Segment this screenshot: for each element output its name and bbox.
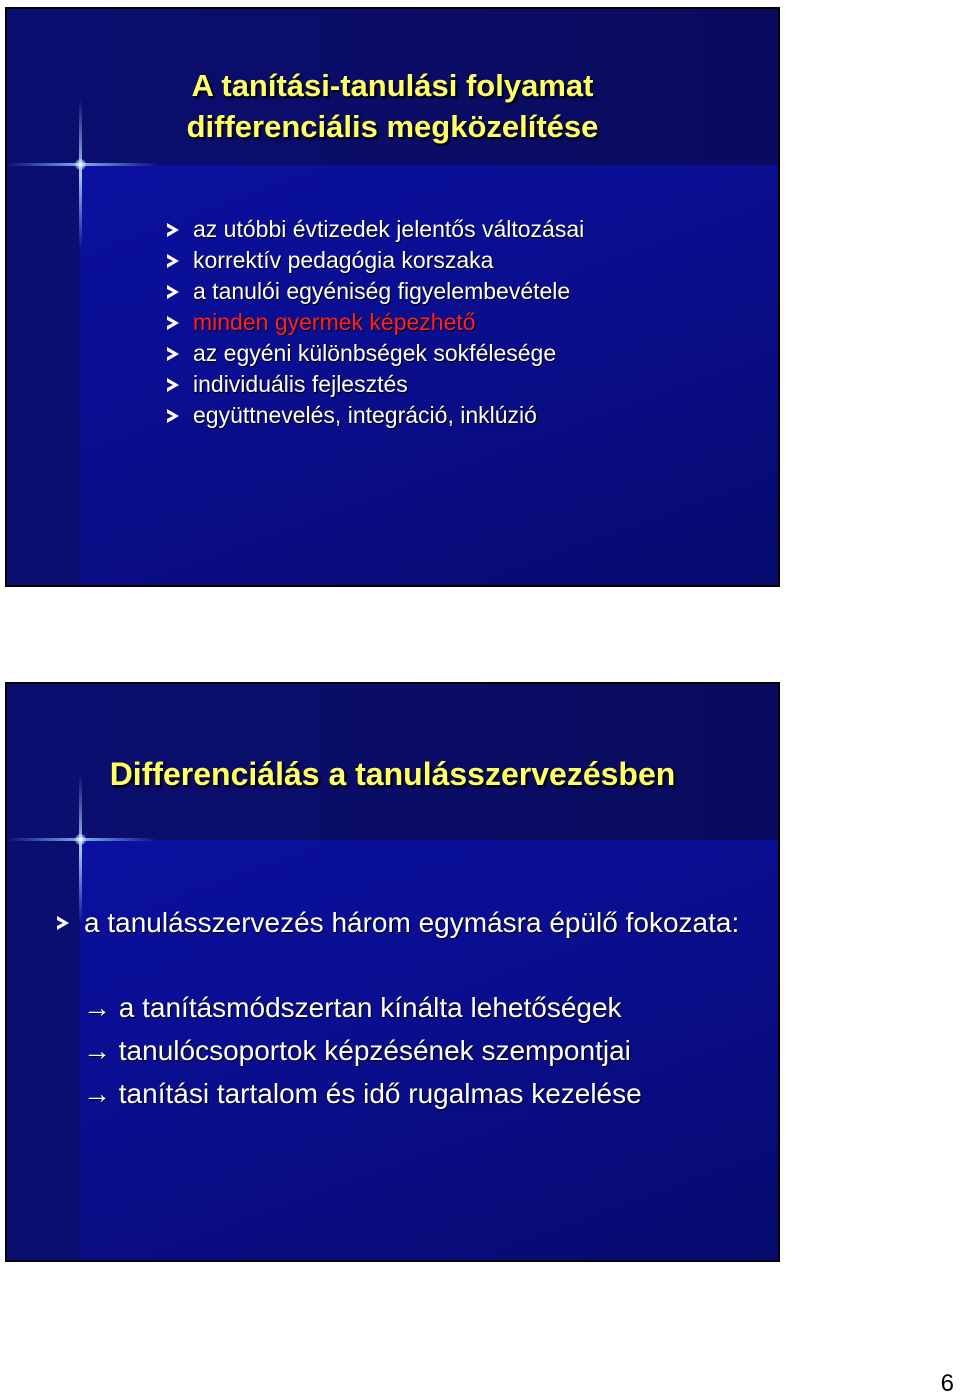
list-item: → tanítási tartalom és idő rugalmas kezelése — [83, 1078, 642, 1109]
arrow-bullet-icon — [167, 378, 179, 392]
arrow-bullet-icon — [167, 347, 179, 361]
list-item: → a tanításmódszertan kínálta lehetőségek — [83, 992, 622, 1023]
list-item — [165, 276, 584, 307]
slide-title: Differenciálás a tanulásszervezésben — [109, 756, 676, 792]
list-item-highlighted — [165, 307, 584, 338]
arrow-bullet-icon — [167, 409, 179, 423]
slide-left-band — [7, 165, 80, 585]
list-item — [165, 214, 584, 245]
slide-title — [7, 65, 778, 147]
list-item-text: az utóbbi évtizedek jelentős változásai — [193, 216, 585, 242]
arrow-bullet-icon — [167, 223, 179, 237]
list-item — [165, 338, 584, 369]
slide-1 — [5, 7, 780, 587]
list-item-text: az egyéni különbségek sokfélesége — [193, 340, 557, 366]
arrow-bullet-icon — [167, 285, 179, 299]
list-item — [165, 400, 584, 431]
arrow-bullet-icon — [167, 316, 179, 330]
list-item-text: a tanulói egyéniség figyelembevétele — [193, 278, 571, 304]
arrow-bullet-icon — [57, 916, 69, 930]
list-item-text: együttnevelés, integráció, inklúzió — [193, 402, 537, 428]
sparkle-vertical-decoration — [79, 774, 82, 924]
slide-title-line-1: A tanítási-tanulási folyamat — [191, 68, 594, 103]
list-item-text: korrektív pedagógia korszaka — [193, 247, 494, 273]
slide-title-line-2: differenciális megközelítése — [186, 109, 599, 144]
sparkle-star-icon — [75, 834, 86, 845]
sparkle-star-icon — [75, 159, 86, 170]
list-item-text: individuális fejlesztés — [193, 371, 408, 397]
slide-left-band — [7, 840, 80, 1260]
sub-item-list — [83, 986, 642, 1115]
list-item-text: minden gyermek képezhető — [193, 309, 476, 335]
bullet-list — [165, 214, 584, 431]
list-item — [165, 369, 584, 400]
arrow-bullet-icon — [167, 254, 179, 268]
main-bullet — [57, 904, 780, 942]
slide-2 — [5, 682, 780, 1262]
list-item: → tanulócsoportok képzésének szempontjai — [83, 1035, 631, 1066]
list-item — [165, 245, 584, 276]
main-bullet-text: a tanulásszervezés három egymásra épülő fokozata: — [84, 907, 740, 938]
page-number: 6 — [940, 1370, 954, 1397]
